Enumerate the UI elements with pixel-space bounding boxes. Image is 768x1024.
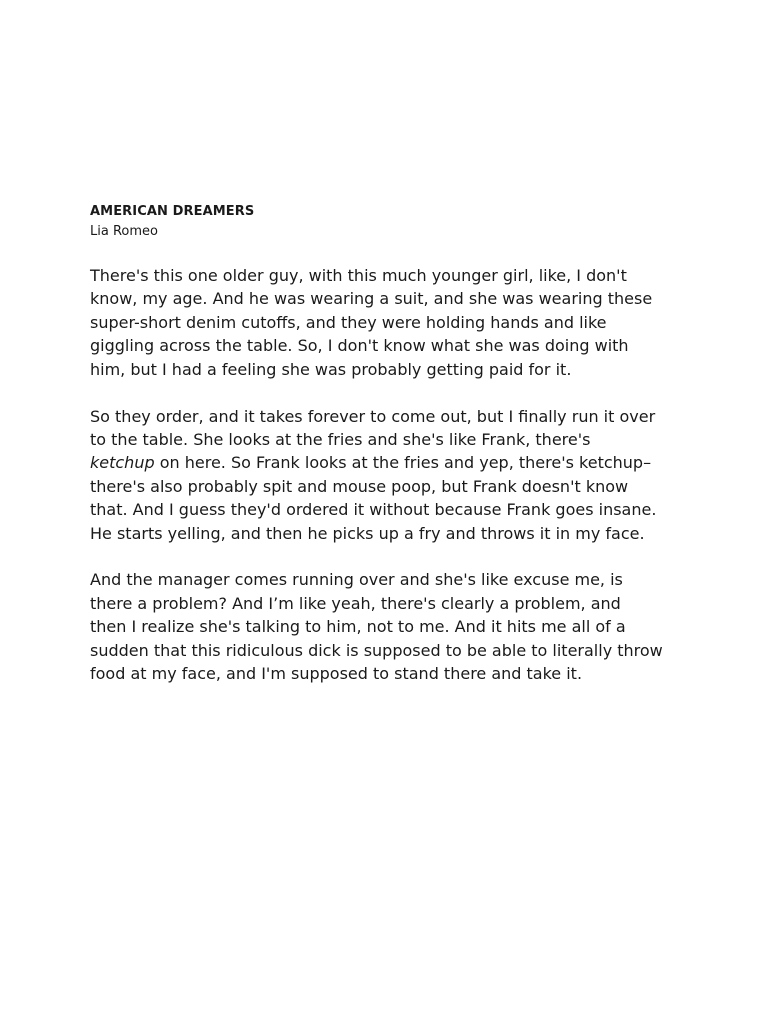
document-title: AMERICAN DREAMERS [90, 204, 255, 219]
paragraph-line: then I realize she's talking to him, not to me. And it hits me all of a [90, 617, 626, 637]
paragraph-line: sudden that this ridiculous dick is supposed to be able to literally throw [90, 640, 663, 660]
paragraph-line: He starts yelling, and then he picks up a fry and throws it in my face. [90, 523, 645, 543]
paragraph-line: there's also probably spit and mouse poop, but Frank doesn't know [90, 476, 629, 496]
paragraph-line: So they order, and it takes forever to come out, but I finally run it over [90, 406, 656, 426]
emphasized-word: ketchup [90, 453, 155, 473]
paragraph-line: super-short denim cutoffs, and they were holding hands and like [90, 312, 607, 332]
paragraph-line: to the table. She looks at the fries and she's like Frank, there's [90, 429, 591, 449]
paragraph-line-rest: on here. So Frank looks at the fries and yep, there's ketchup– [159, 453, 652, 473]
author-name: Lia Romeo [90, 224, 158, 239]
document-page [90, 203, 690, 686]
paragraph-3 [90, 568, 690, 685]
paragraph-line: giggling across the table. So, I don't know what she was doing with [90, 336, 629, 356]
paragraph-line: that. And I guess they'd ordered it without because Frank goes insane. [90, 500, 657, 520]
paragraph-line: know, my age. And he was wearing a suit, and she was wearing these [90, 289, 653, 309]
paragraph-1 [90, 264, 690, 381]
paragraph-line [90, 451, 690, 474]
paragraph-line: there a problem? And I’m like yeah, there's clearly a problem, and [90, 593, 621, 613]
paragraph-line: And the manager comes running over and she's like excuse me, is [90, 570, 623, 590]
paragraph-line: There's this one older guy, with this much younger girl, like, I don't [90, 266, 627, 285]
paragraph-2 [90, 405, 690, 545]
paragraph-line: him, but I had a feeling she was probably getting paid for it. [90, 359, 572, 379]
paragraph-line: food at my face, and I'm supposed to stand there and take it. [90, 664, 583, 684]
